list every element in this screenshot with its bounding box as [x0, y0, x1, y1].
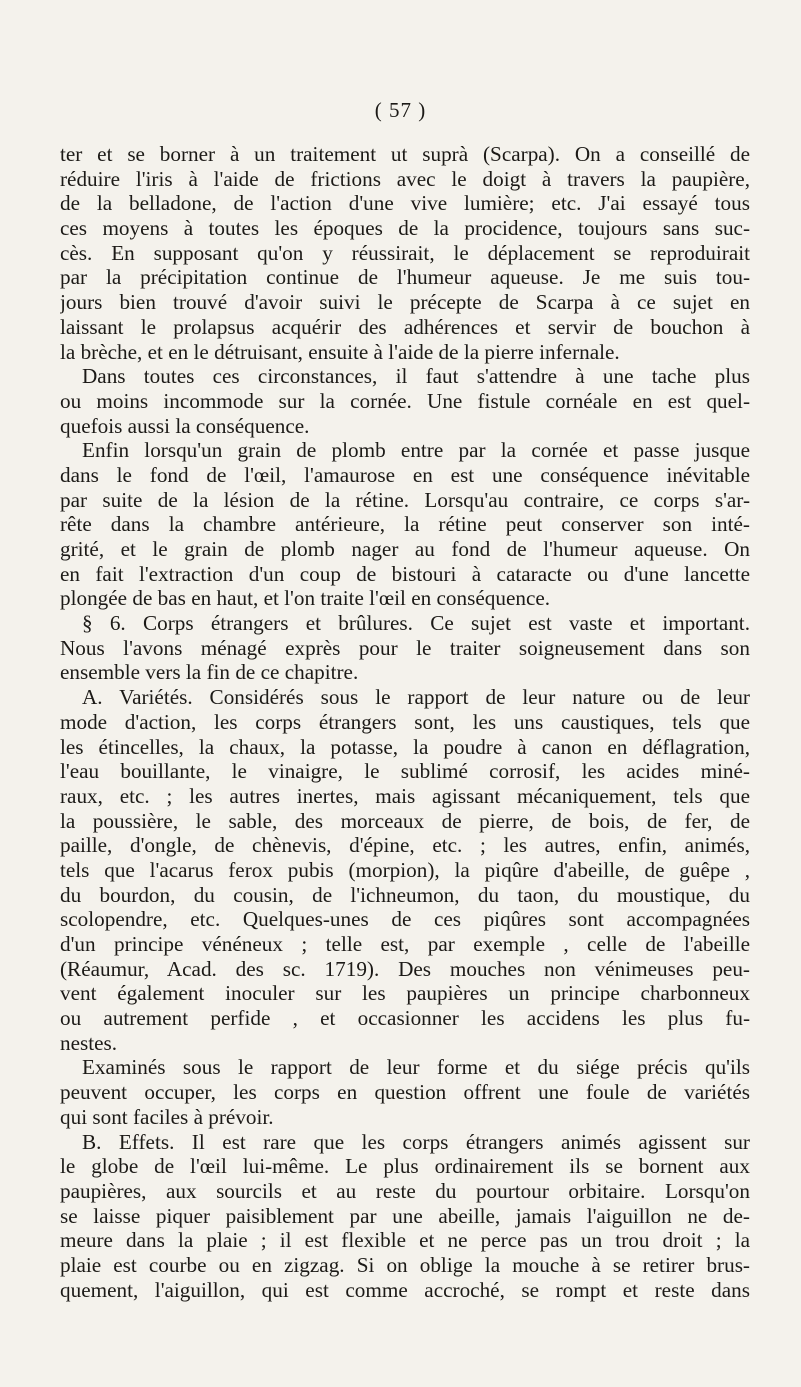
text-line: B. Effets. Il est rare que les corps étrangers animés agissent sur: [82, 1129, 750, 1154]
text-line: Enfin lorsqu'un grain de plomb entre par la cornée et passe jusque: [82, 438, 750, 463]
text-line: les étincelles, la chaux, la potasse, la poudre à canon en déflagration,: [60, 734, 750, 759]
text-line: se laisse piquer paisiblement par une abeille, jamais l'aiguillon ne de-: [60, 1203, 750, 1228]
text-line: meure dans la plaie ; il est flexible et ne perce pas un trou droit ; la: [60, 1228, 750, 1253]
text-line: l'eau bouillante, le vinaigre, le sublimé corrosif, les acides miné-: [60, 759, 750, 784]
text-line: grité, et le grain de plomb nager au fond de l'humeur aqueuse. On: [60, 537, 750, 561]
text-line: ensemble vers la fin de ce chapitre.: [60, 660, 359, 685]
text-line: raux, etc. ; les autres inertes, mais agissant mécaniquement, tels que: [60, 783, 750, 808]
text-line: quement, l'aiguillon, qui est comme accroché, se rompt et reste dans: [60, 1277, 750, 1302]
text-line: plaie est courbe ou en zigzag. Si on oblige la mouche à se retirer brus-: [60, 1252, 750, 1277]
text-line: par la précipitation continue de l'humeur aqueuse. Je me suis tou-: [60, 265, 750, 290]
text-line: en fait l'extraction d'un coup de bistouri à cataracte ou d'une lancette: [60, 561, 750, 586]
text-line: vent également inoculer sur les paupières un principe charbonneux: [60, 981, 750, 1006]
text-line: cès. En supposant qu'on y réussirait, le déplacement se reproduirait: [60, 240, 750, 265]
text-line: mode d'action, les corps étrangers sont, les uns caustiques, tels que: [60, 709, 750, 734]
text-line: le globe de l'œil lui-même. Le plus ordinairement ils se bornent aux: [60, 1154, 750, 1179]
text-line: quefois aussi la conséquence.: [60, 413, 310, 438]
text-line: ter et se borner à un traitement ut suprà (Scarpa). On a conseillé de: [60, 142, 750, 166]
text-line: Nous l'avons ménagé exprès pour le traiter soigneusement dans son: [60, 635, 750, 660]
text-line: rête dans la chambre antérieure, la rétine peut conserver son inté-: [60, 512, 750, 537]
text-line: tels que l'acarus ferox pubis (morpion), la piqûre d'abeille, de guêpe ,: [60, 857, 750, 882]
text-line: du bourdon, du cousin, de l'ichneumon, du taon, du moustique, du: [60, 882, 750, 907]
text-line: jours bien trouvé d'avoir suivi le précepte de Scarpa à ce sujet en: [60, 290, 750, 315]
text-line: Dans toutes ces circonstances, il faut s'attendre à une tache plus: [82, 364, 750, 389]
text-line: la brèche, et en le détruisant, ensuite à l'aide de la pierre infernale.: [60, 339, 620, 364]
text-line: la poussière, le sable, des morceaux de pierre, de bois, de fer, de: [60, 808, 750, 833]
text-line: laissant le prolapsus acquérir des adhérences et servir de bouchon à: [60, 314, 750, 339]
text-line: ou autrement perfide , et occasionner les accidens les plus fu-: [60, 1006, 750, 1031]
text-line: ces moyens à toutes les époques de la procidence, toujours sans suc-: [60, 216, 750, 241]
text-line: § 6. Corps étrangers et brûlures. Ce sujet est vaste et important.: [82, 611, 750, 636]
text-line: A. Variétés. Considérés sous le rapport de leur nature ou de leur: [82, 685, 750, 710]
text-line: peuvent occuper, les corps en question offrent une foule de variétés: [60, 1080, 750, 1105]
text-line: dans le fond de l'œil, l'amaurose en est une conséquence inévitable: [60, 462, 750, 487]
text-line: plongée de bas en haut, et l'on traite l'œil en conséquence.: [60, 586, 551, 611]
text-line: d'un principe vénéneux ; telle est, par exemple , celle de l'abeille: [60, 932, 750, 956]
text-line: (Réaumur, Acad. des sc. 1719). Des mouches non vénimeuses peu-: [60, 956, 750, 981]
text-line: Examinés sous le rapport de leur forme et du siége précis qu'ils: [82, 1055, 750, 1080]
text-line: paille, d'ongle, de chènevis, d'épine, etc. ; les autres, enfin, animés,: [60, 833, 750, 858]
body-text: [60, 142, 750, 1302]
text-line: par suite de la lésion de la rétine. Lorsqu'au contraire, ce corps s'ar-: [60, 487, 750, 512]
text-line: qui sont faciles à prévoir.: [60, 1104, 274, 1129]
text-line: scolopendre, etc. Quelques-unes de ces piqûres sont accompagnées: [60, 907, 750, 932]
text-line: paupières, aux sourcils et au reste du pourtour orbitaire. Lorsqu'on: [60, 1178, 750, 1203]
text-line: ou moins incommode sur la cornée. Une fistule cornéale en est quel-: [60, 388, 750, 413]
page-number: ( 57 ): [374, 98, 427, 122]
text-line: nestes.: [60, 1030, 118, 1055]
text-line: de la belladone, de l'action d'une vive lumière; etc. J'ai essayé tous: [60, 191, 750, 216]
text-line: réduire l'iris à l'aide de frictions avec le doigt à travers la paupière,: [60, 166, 750, 191]
